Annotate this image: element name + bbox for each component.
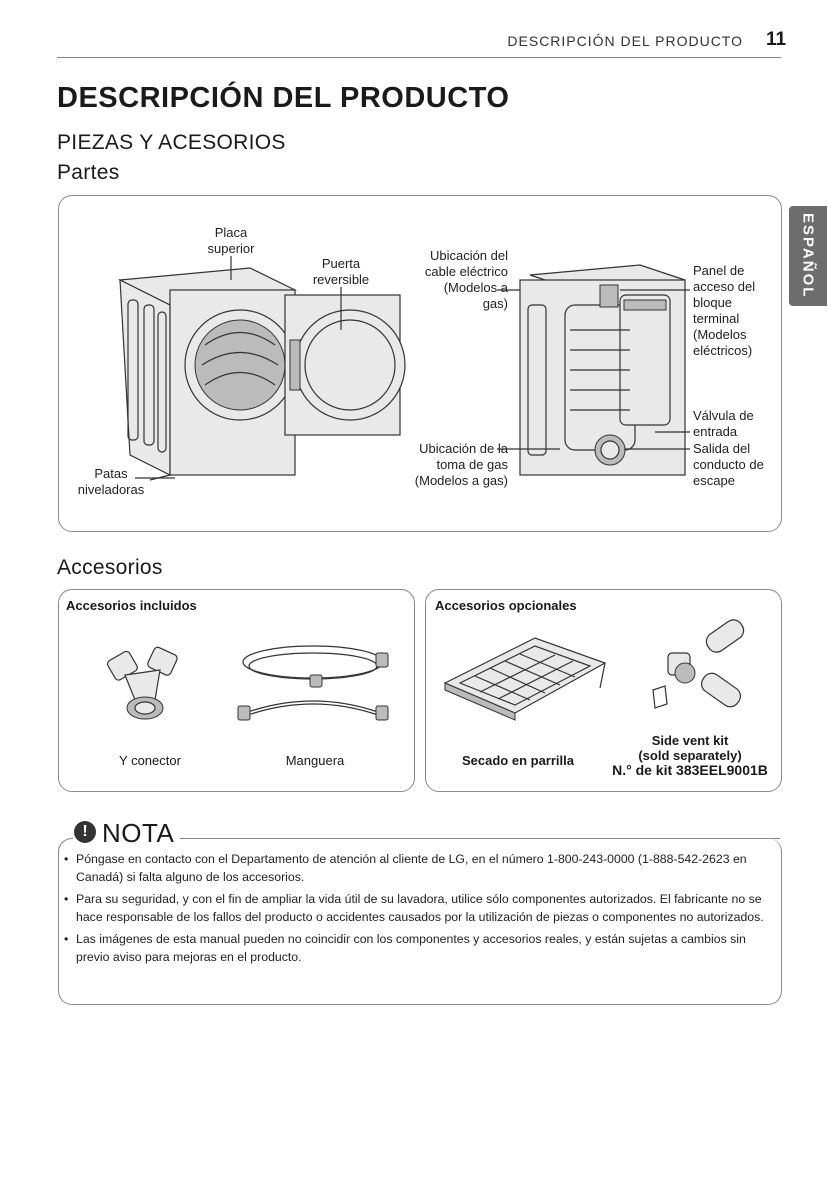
label-puerta-reversible: Puerta reversible — [312, 256, 370, 287]
page-number: 11 — [766, 29, 787, 50]
optional-accessories-title: Accesorios opcionales — [435, 598, 577, 613]
note-title: NOTA — [98, 818, 178, 849]
label-salida-conducto: Salida del conducto de escape — [693, 441, 764, 488]
drying-rack-illustration — [440, 628, 610, 723]
included-accessories-title: Accesorios incluidos — [66, 598, 197, 613]
caption-secado-parrilla: Secado en parrilla — [462, 753, 574, 768]
parts-heading: Partes — [57, 161, 120, 184]
vent-kit-name: Side vent kit — [651, 733, 729, 748]
label-ubicacion-cable: Ubicación del cable eléctrico (Modelos a gas) — [424, 248, 508, 311]
section-subtitle: PIEZAS Y ACESORIOS — [57, 131, 286, 154]
page-title: DESCRIPCIÓN DEL PRODUCTO — [57, 82, 510, 114]
language-tab-label: ESPAÑOL — [799, 213, 817, 299]
note-item: • Póngase en contacto con el Departamento de atención al cliente de LG, en el número 1-800-243-0000 (1-888-542-2623 en Canadá) si falta alguno de los accesorios. — [64, 850, 772, 886]
label-patas-niveladoras: Patas niveladoras — [77, 466, 145, 497]
note-item: • Para su seguridad, y con el fin de ampliar la vida útil de su lavadora, utilice sólo componentes autorizados. El fabricante no se hace responsable de los fallos del producto o accidentes causados por la utilización de piezas o componentes no autorizados. — [64, 890, 772, 926]
y-connector-illustration — [95, 640, 190, 725]
running-header: DESCRIPCIÓN DEL PRODUCTO — [507, 33, 743, 49]
side-vent-kit-illustration — [650, 618, 760, 718]
note-item: • Las imágenes de esta manual pueden no coincidir con los componentes y accesorios reales, y están sujetas a cambios sin previo aviso para mejoras en el producto. — [64, 930, 772, 966]
note-rule — [180, 838, 780, 839]
caption-y-conector: Y conector — [119, 753, 181, 768]
vent-kit-note: (sold separately) — [638, 748, 742, 763]
note-list — [64, 850, 772, 970]
warning-icon: ! — [74, 821, 96, 843]
vent-kit-number: N.° de kit 383EEL9001B — [612, 762, 768, 778]
hose-illustration — [238, 640, 388, 720]
label-placa-superior: Placa superior — [207, 225, 255, 256]
label-valvula-entrada: Válvula de entrada — [693, 408, 754, 439]
caption-manguera: Manguera — [285, 753, 345, 768]
label-panel-acceso: Panel de acceso del bloque terminal (Modelos eléctricos) — [693, 263, 756, 358]
accessories-heading: Accesorios — [57, 556, 163, 579]
label-ubicacion-toma-gas: Ubicación de la toma de gas (Modelos a gas) — [414, 441, 508, 488]
